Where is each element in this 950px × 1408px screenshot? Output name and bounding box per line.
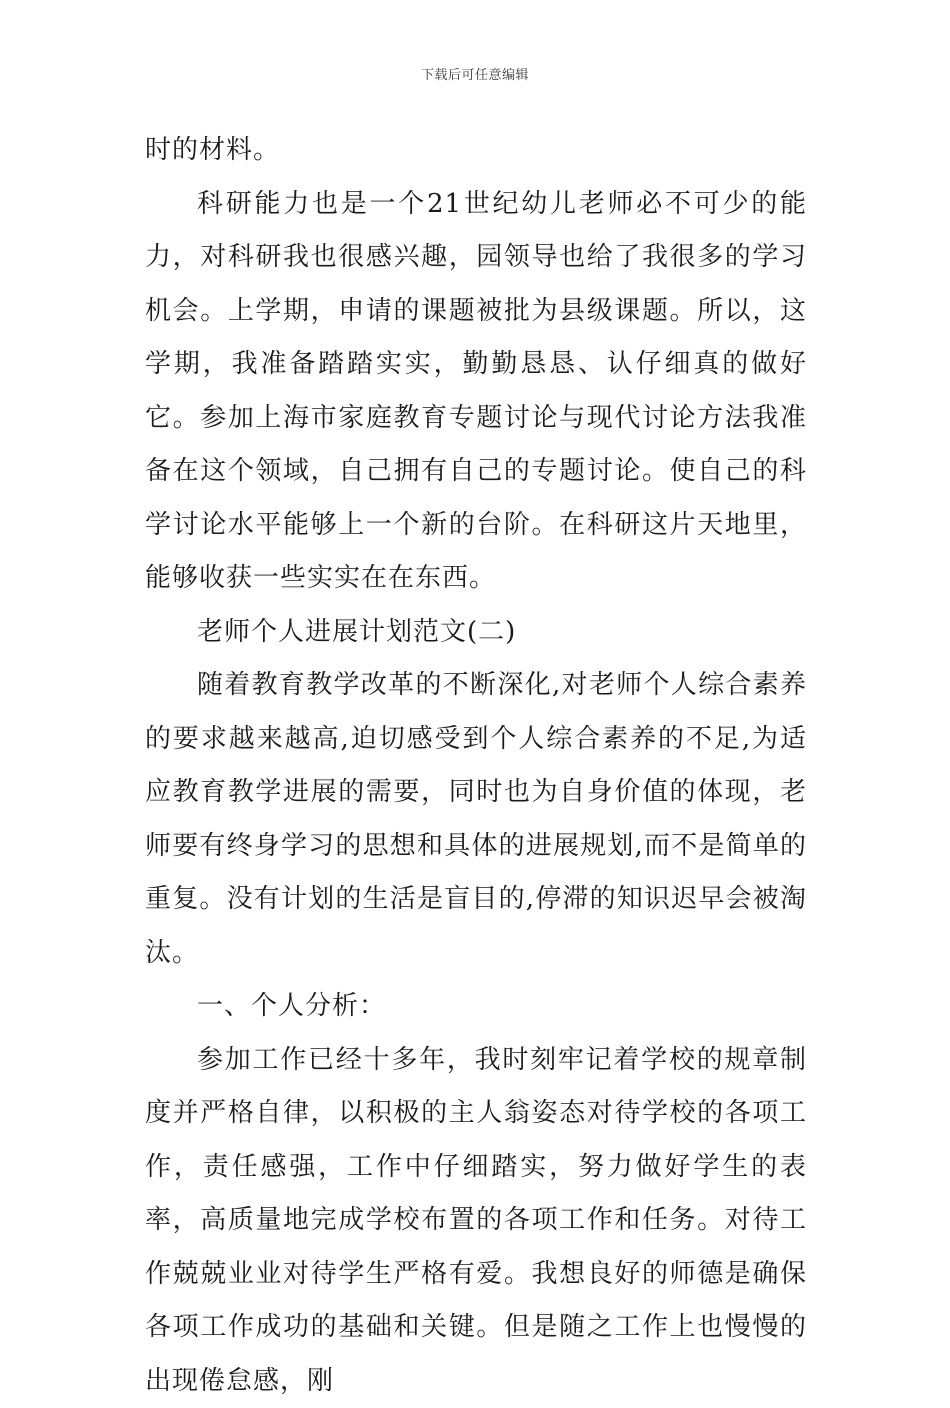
subsection-heading: 一、个人分析： — [145, 980, 807, 1034]
paragraph-analysis: 参加工作已经十多年，我时刻牢记着学校的规章制度并严格自律，以积极的主人翁姿态对待学校的各项工作，责任感强，工作中仔细踏实，努力做好学生的表率，高质量地完成学校布置的各项工作和任务。对待工作兢兢业业对待学生严格有爱。我想良好的师德是确保各项工作成功的基础和关键。但是随之工作上也慢慢的出现倦怠感，刚 — [145, 1034, 807, 1408]
paragraph-research: 科研能力也是一个21世纪幼儿老师必不可少的能力，对科研我也很感兴趣，园领导也给了我很多的学习机会。上学期，申请的课题被批为县级课题。所以，这学期，我准备踏踏实实，勤勤恳恳、认仔细真的做好它。参加上海市家庭教育专题讨论与现代讨论方法我准备在这个领域，自己拥有自己的专题讨论。使自己的科学讨论水平能够上一个新的台阶。在科研这片天地里，能够收获一些实实在在东西。 — [145, 178, 807, 606]
section-heading: 老师个人进展计划范文(二) — [145, 606, 807, 660]
paragraph-intro: 随着教育教学改革的不断深化,对老师个人综合素养的要求越来越高,迫切感受到个人综合素养的不足,为适应教育教学进展的需要，同时也为自身价值的体现，老师要有终身学习的思想和具体的进展规划,而不是简单的重复。没有计划的生活是盲目的,停滞的知识迟早会被淘汰。 — [145, 659, 807, 980]
document-body — [145, 124, 807, 1408]
paragraph-continuation: 时的材料。 — [145, 124, 807, 178]
page-header: 下载后可任意编辑 — [0, 64, 950, 83]
